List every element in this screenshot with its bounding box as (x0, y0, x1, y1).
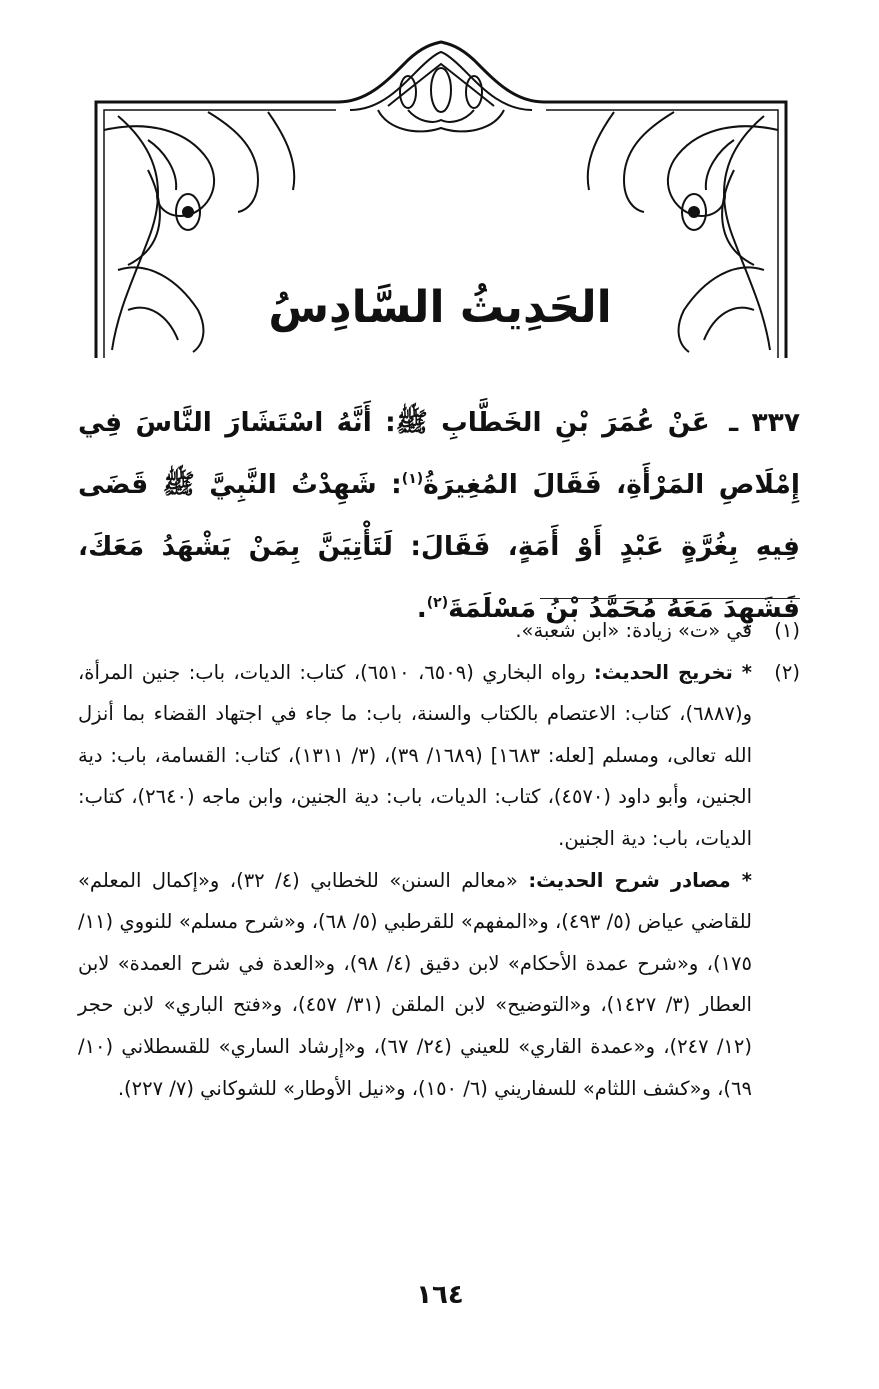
footnote-2-number: (٢) (774, 660, 800, 684)
footnote-ref-1[interactable]: (١) (401, 471, 424, 488)
footnote-2 (78, 652, 800, 1110)
takhrij-text: رواه البخاري (٦٥٠٩، ٦٥١٠)، كتاب: الديات، باب: جنين المرأة، و(٦٨٨٧)، كتاب: الاعتصام بالكتاب والسنة، باب: ما جاء في اجتهاد القضاء بما أنزل الله تعالى، ومسلم [لعله: ١٦٨٣] (١٦٨٩/ ٣٩)، (٣/ ١٣١١)، كتاب: القسامة، باب: دية الجنين، وأبو داود (٤٥٧٠)، كتاب: الديات، باب: دية الجنين، وابن ماجه (٢٦٤٠)، كتاب: الديات، باب: دية الجنين. (78, 660, 752, 850)
hadith-text (78, 392, 800, 640)
footnote-1-number: (١) (774, 619, 800, 642)
hadith-text-end: . (416, 593, 427, 624)
sources-label: * مصادر شرح الحديث: (528, 868, 753, 892)
hadith-text-part-2: : شَهِدْتُ النَّبِيَّ ﷺ قَضَى فِيهِ بِغُرَّةٍ عَبْدٍ أَوْ أَمَةٍ، فَقَالَ: لَتَأْتِيَنَّ بِمَنْ يَشْهَدُ مَعَكَ، فَشَهِدَ مَعَهُ مُحَمَّدُ بْنُ مَسْلَمَةَ (78, 469, 800, 624)
hadith-text-part-1: عَنْ عُمَرَ بْنِ الخَطَّابِ ﷺ: أَنَّهُ اسْتَشَارَ النَّاسَ فِي إِمْلَاصِ المَرْأَةِ، فَقَالَ المُغِيرَةُ (78, 407, 800, 500)
footnote-2-body (78, 652, 752, 1110)
section-heading: الحَدِيثُ السَّادِسُ (268, 282, 612, 333)
page-number: ١٦٤ (416, 1280, 464, 1310)
footnote-1 (78, 610, 800, 652)
sources-paragraph (78, 860, 752, 1110)
takhrij-label: * تخريج الحديث: (593, 660, 753, 684)
footnote-ref-2[interactable]: (٢) (426, 595, 449, 612)
sources-text: «معالم السنن» للخطابي (٤/ ٣٢)، و«إكمال المعلم» للقاضي عياض (٥/ ٤٩٣)، و«المفهم» للقرطبي (٥/ ٦٨)، و«شرح مسلم» للنووي (١١/ ١٧٥)، و«شرح عمدة الأحكام» لابن دقيق (٤/ ٩٨)، و«العدة في شرح العمدة» لابن العطار (٣/ ١٤٢٧)، و«التوضيح» لابن الملقن (٣١/ ٤٥٧)، و«فتح الباري» لابن حجر (١٢/ ٢٤٧)، و«عمدة القاري» للعيني (٢٤/ ٦٧)، و«إرشاد الساري» للقسطلاني (١٠/ ٦٩)، و«كشف اللثام» للسفاريني (٦/ ١٥٠)، و«نيل الأوطار» للشوكاني (٧/ ٢٢٧). (78, 868, 752, 1100)
footnote-1-text: في «ت» زيادة: «ابن شعبة». (515, 619, 752, 642)
takhrij-paragraph (78, 652, 752, 860)
footnotes (78, 610, 800, 1109)
hadith-number: ٣٣٧ ـ (729, 407, 800, 438)
footnote-divider (540, 598, 800, 599)
